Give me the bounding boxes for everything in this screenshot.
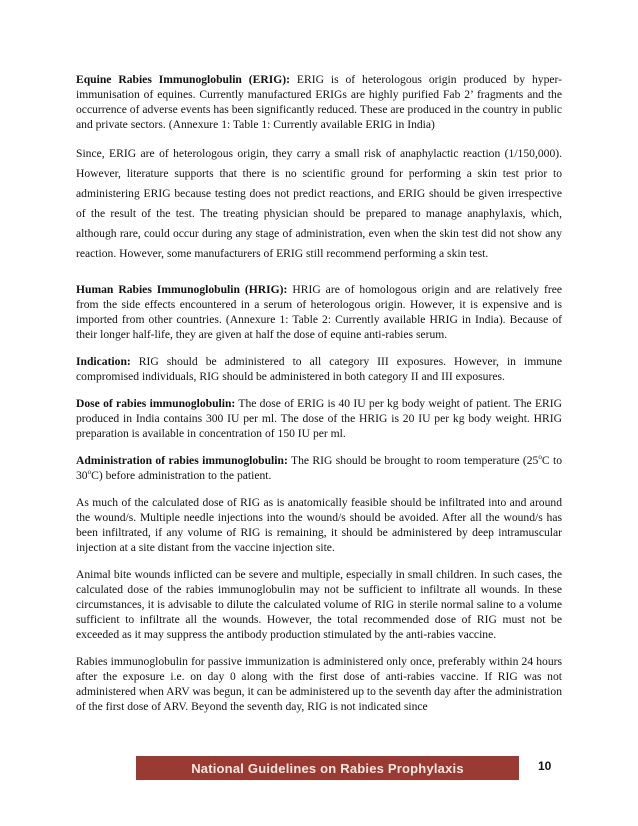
text-erig: ERIG is of heterologous origin produced by hyper-immunisation of equines. Currently manufactured ERIGs are highly purified Fab 2’ fragments and the occurrence of adverse events has been significantly reduced. These are produced in the country in public and private sectors. (Annexure 1: Table 1: Currently available ERIG in India): [76, 73, 562, 131]
text-infiltration: As much of the calculated dose of RIG as is anatomically feasible should be infiltrated into and around the wound/s. Multiple needle injections into the wound/s should be avoided. After all the wound/s has been infiltrated, if any volume of RIG is remaining, it should be administered by deep intramuscular injection at a site distant from the vaccine injection site.: [76, 496, 562, 554]
paragraph-timing: [76, 654, 562, 714]
paragraph-dose: [76, 396, 562, 441]
text-administration-c: C) before administration to the patient.: [91, 469, 272, 482]
heading-indication: Indication:: [76, 355, 131, 368]
paragraph-erig: [76, 72, 562, 132]
text-timing: Rabies immunoglobulin for passive immunization is administered only once, preferably within 24 hours after the exposure i.e. on day 0 along with the first dose of anti-rabies vaccine. If RIG was not administered when ARV was begun, it can be administered up to the seventh day after the administration of the first dose of ARV. Beyond the seventh day, RIG is not indicated since: [76, 655, 562, 713]
paragraph-infiltration: [76, 495, 562, 555]
paragraph-administration: [76, 453, 562, 483]
text-multiple-wounds: Animal bite wounds inflicted can be severe and multiple, especially in small children. In such cases, the calculated dose of the rabies immunoglobulin may not be sufficient to infiltrate all wounds. In these circumstances, it is advisable to dilute the calculated volume of RIG in sterile normal saline to a volume sufficient to infiltrate all the wounds. However, the total recommended dose of RIG must not be exceeded as it may suppress the antibody production stimulated by the anti-rabies vaccine.: [76, 568, 562, 641]
heading-erig: Equine Rabies Immunoglobulin (ERIG):: [76, 73, 290, 86]
paragraph-erig-anaphylaxis: [76, 144, 562, 264]
text-administration-a: The RIG should be brought to room temperature (25: [287, 454, 539, 467]
text-administration-b: C to 30: [76, 454, 563, 482]
text-indication: RIG should be administered to all category III exposures. However, in immune compromised individuals, RIG should be administered in both category II and III exposures.: [76, 355, 562, 383]
paragraph-indication: [76, 354, 562, 384]
heading-dose: Dose of rabies immunoglobulin:: [76, 397, 236, 410]
paragraph-multiple-wounds: [76, 567, 562, 642]
heading-administration: Administration of rabies immunoglobulin:: [76, 454, 288, 467]
text-erig-anaphylaxis: Since, ERIG are of heterologous origin, they carry a small risk of anaphylactic reaction (1/150,000). However, literature supports that there is no scientific ground for performing a skin test prior to administering ERIG because testing does not predict reactions, and ERIG should be given irrespective of the result of the test. The treating physician should be prepared to manage anaphylaxis, which, although rare, could occur during any stage of administration, even when the skin test did not show any reaction. However, some manufacturers of ERIG still recommend performing a skin test.: [76, 147, 562, 260]
heading-hrig: Human Rabies Immunoglobulin (HRIG):: [76, 283, 288, 296]
degree-superscript: o: [538, 453, 542, 462]
document-body: [76, 72, 562, 726]
paragraph-hrig: [76, 282, 562, 342]
text-hrig: HRIG are of homologous origin and are relatively free from the side effects encountered in a serum of heterologous origin. However, it is expensive and is imported from other countries. (Annexure 1: Table 2: Currently available HRIG in India). Because of their longer half-life, they are given at half the dose of equine anti-rabies serum.: [76, 283, 562, 341]
page-number: 10: [538, 759, 552, 773]
footer-band: [136, 756, 519, 780]
footer-title: National Guidelines on Rabies Prophylaxis: [191, 760, 464, 776]
degree-superscript: o: [87, 468, 92, 477]
text-dose: The dose of ERIG is 40 IU per kg body weight of patient. The ERIG produced in India contains 300 IU per ml. The dose of the HRIG is 20 IU per kg body weight. HRIG preparation is available in concentration of 150 IU per ml.: [76, 397, 562, 440]
